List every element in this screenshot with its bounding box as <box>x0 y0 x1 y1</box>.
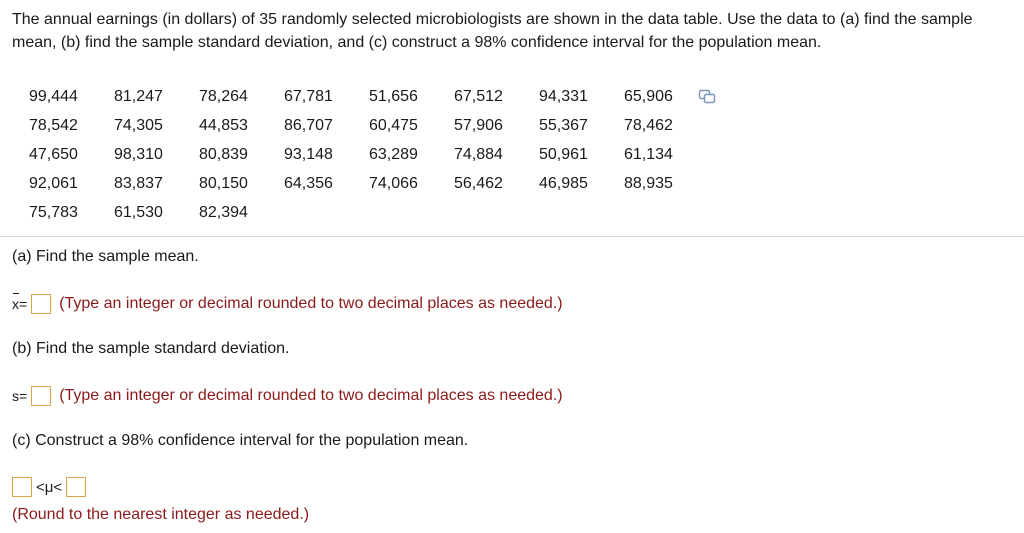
table-cell: 56,462 <box>454 174 503 192</box>
table-cell: 67,781 <box>284 87 333 105</box>
ci-lower-input[interactable] <box>12 477 32 497</box>
table-cell: 67,512 <box>454 87 503 105</box>
table-cell: 78,264 <box>199 87 248 105</box>
table-cell <box>539 198 624 227</box>
table-cell: 75,783 <box>29 203 78 221</box>
part-a-hint: (Type an integer or decimal rounded to two decimal places as needed.) <box>59 295 563 312</box>
table-row <box>29 82 704 111</box>
table-cell: 74,066 <box>369 174 418 192</box>
problem-statement: The annual earnings (in dollars) of 35 randomly selected microbiologists are shown in the data table. Use the data to (a) find the sample mean, (b) find the sample standard deviation, and (c) construct a 98% confidence interval for the population mean. <box>12 11 973 51</box>
table-cell: 51,656 <box>369 87 418 105</box>
table-cell: 98,310 <box>114 145 163 163</box>
table-cell: 81,247 <box>114 87 163 105</box>
table-cell: 80,839 <box>199 145 248 163</box>
table-cell: 57,906 <box>454 116 503 134</box>
table-cell: 78,542 <box>29 116 78 134</box>
table-cell: 88,935 <box>624 174 673 192</box>
table-cell: 93,148 <box>284 145 333 163</box>
sample-mean-symbol: x= <box>12 296 28 312</box>
confidence-interval-row <box>12 477 86 497</box>
table-cell: 44,853 <box>199 116 248 134</box>
table-cell <box>284 198 369 227</box>
part-a-question: (a) Find the sample mean. <box>12 248 199 265</box>
table-row <box>29 169 704 198</box>
table-cell: 61,530 <box>114 203 163 221</box>
table-row <box>29 198 704 227</box>
table-cell: 55,367 <box>539 116 588 134</box>
copy-data-icon[interactable] <box>698 88 716 104</box>
table-cell: 61,134 <box>624 145 673 163</box>
part-c-question: (c) Construct a 98% confidence interval for the population mean. <box>12 432 469 449</box>
table-cell: 74,305 <box>114 116 163 134</box>
table-cell: 80,150 <box>199 174 248 192</box>
part-b-question: (b) Find the sample standard deviation. <box>12 340 290 357</box>
table-cell: 60,475 <box>369 116 418 134</box>
std-dev-symbol: s= <box>12 388 28 404</box>
part-a-answer-row <box>12 293 563 315</box>
part-b-hint: (Type an integer or decimal rounded to two decimal places as needed.) <box>59 387 563 404</box>
ci-upper-input[interactable] <box>66 477 86 497</box>
table-cell: 83,837 <box>114 174 163 192</box>
part-c-hint: (Round to the nearest integer as needed.) <box>12 506 310 523</box>
table-row <box>29 111 704 140</box>
table-cell: 99,444 <box>29 87 78 105</box>
table-row <box>29 140 704 169</box>
table-cell: 64,356 <box>284 174 333 192</box>
table-cell <box>624 198 704 227</box>
table-cell: 63,289 <box>369 145 418 163</box>
sample-mean-input[interactable] <box>31 294 51 314</box>
table-cell: 92,061 <box>29 174 78 192</box>
std-dev-input[interactable] <box>31 386 51 406</box>
table-cell: 47,650 <box>29 145 78 163</box>
part-b-answer-row <box>12 385 563 407</box>
table-cell: 74,884 <box>454 145 503 163</box>
table-cell: 78,462 <box>624 116 673 134</box>
table-cell <box>369 198 454 227</box>
table-cell <box>454 198 539 227</box>
data-table <box>29 82 704 227</box>
table-cell: 94,331 <box>539 87 588 105</box>
section-divider <box>0 236 1024 237</box>
ci-inequality: <μ< <box>36 478 63 496</box>
table-cell: 86,707 <box>284 116 333 134</box>
table-cell: 50,961 <box>539 145 588 163</box>
table-cell: 82,394 <box>199 203 248 221</box>
table-cell: 46,985 <box>539 174 588 192</box>
table-cell: 65,906 <box>624 87 673 105</box>
